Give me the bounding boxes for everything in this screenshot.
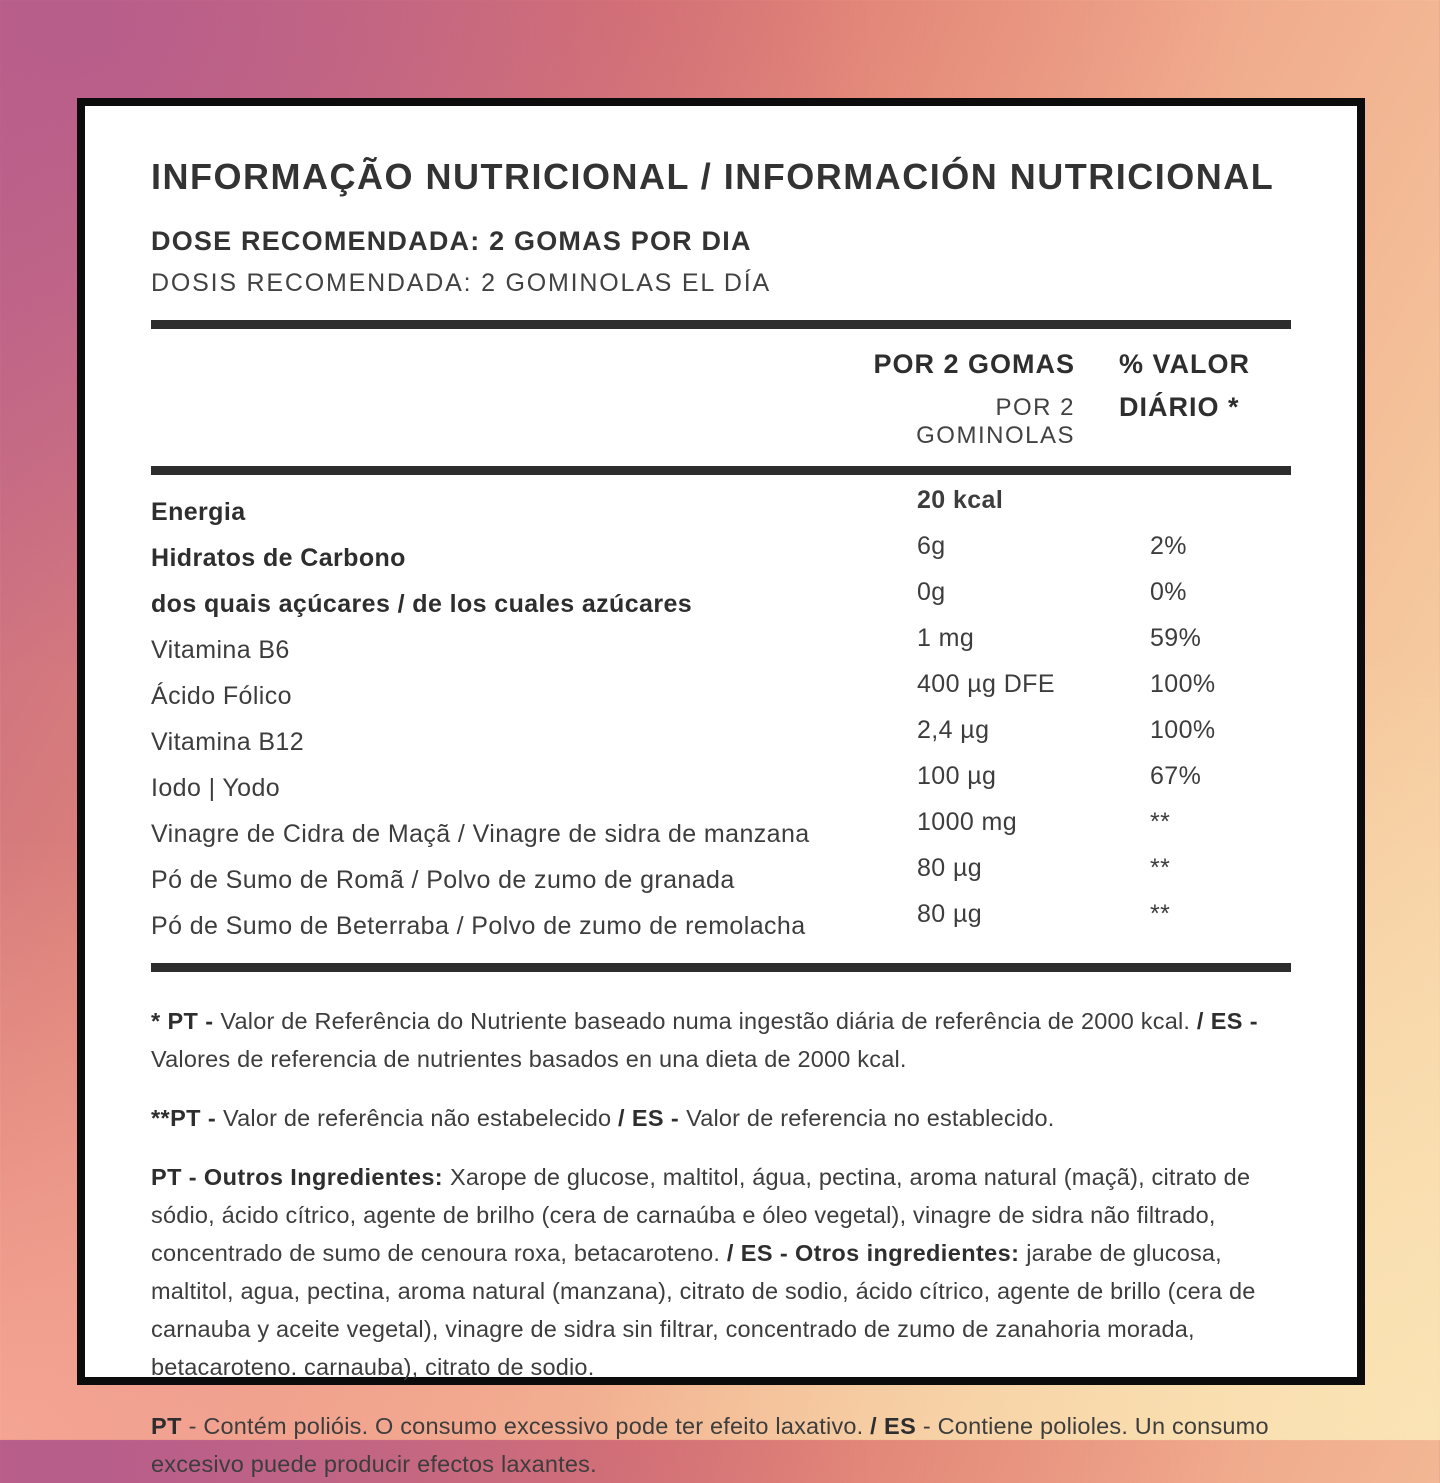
daily-value: ** [1150,807,1171,836]
daily-value: 0% [1150,577,1187,606]
note-bold-segment: / ES - [1196,1008,1259,1034]
nutrition-table [151,475,1291,949]
nutrient-label: dos quais açúcares / de los cuales azúcares [151,589,693,618]
table-header-row [151,329,1291,466]
amount-value: 100 µg [917,761,997,790]
note-bold-segment: / ES - [617,1105,687,1131]
divider-top [151,320,1291,329]
daily-value: 100% [1150,669,1216,698]
footnote-not-established [151,1099,1291,1137]
column-header-amount-main: POR 2 GOMAS [873,349,1075,379]
nutrient-label: Energia [151,497,246,526]
amount-value: 80 µg [917,899,983,928]
daily-value: ** [1150,899,1171,928]
table-row [151,577,1291,627]
footnote-other-ingredients [151,1158,1291,1386]
page-title: INFORMAÇÃO NUTRICIONAL / INFORMACIÓN NUTRICIONAL [151,156,1275,197]
note-bold-segment: / ES [870,1413,917,1439]
note-segment: Valores de referencia de nutrientes basados en una dieta de 2000 kcal. [151,1046,907,1072]
daily-value: 67% [1150,761,1202,790]
nutrient-label: Vitamina B12 [151,727,305,756]
daily-value: ** [1150,853,1171,882]
amount-value: 2,4 µg [917,715,990,744]
table-row [151,899,1291,949]
nutrient-label: Vinagre de Cidra de Maçã / Vinagre de sidra de manzana [151,819,810,848]
recommended-dose-pt: DOSE RECOMENDADA: 2 GOMAS POR DIA [151,226,752,256]
note-segment: - Contiene polioles. Un consumo excesivo puede producir efectos laxantes. [151,1413,1269,1477]
note-bold-segment: * PT - [151,1008,221,1034]
nutrient-label: Iodo | Yodo [151,773,281,802]
table-row [151,807,1291,857]
nutrient-label: Ácido Fólico [151,681,292,710]
nutrient-label: Pó de Sumo de Romã / Polvo de zumo de granada [151,865,735,894]
amount-value: 80 µg [917,853,983,882]
daily-value: 2% [1150,531,1187,560]
column-header-amount [851,349,1091,450]
column-header-amount-sub: POR 2 GOMINOLAS [916,394,1075,449]
column-header-dv-line2: DIÁRIO * [1119,392,1240,422]
note-segment: Xarope de glucose, maltitol, água, pectina, aroma natural (maçã), citrato de sódio, ácido cítrico, agente de brilho (cera de carnaúba e óleo vegetal), vinagre de sidra não filtrado, concentrado de sumo de cenoura roxa, betacaroteno. [151,1164,1251,1266]
note-bold-segment: PT - Outros Ingredientes: [151,1164,450,1190]
note-bold-segment: / ES - Otros ingredientes: [726,1240,1027,1266]
column-header-daily-value [1091,349,1291,450]
note-bold-segment: PT [151,1413,182,1439]
note-segment: - Contém polióis. O consumo excessivo pode ter efeito laxativo. [181,1413,871,1439]
footnote-polyols-warning [151,1407,1291,1483]
note-bold-segment: **PT - [151,1105,224,1131]
note-segment: jarabe de glucosa, maltitol, agua, pectina, aroma natural (manzana), citrato de sodio, ácido cítrico, agente de brillo (cera de carnauba y aceite vegetal), vinagre de sidra sin filtrar, concentrado de zumo de zanahoria morada, betacaroteno. carnauba), citrato de sodio. [151,1240,1256,1380]
footnote-daily-reference [151,1002,1291,1078]
amount-value: 6g [917,531,946,560]
daily-value: 100% [1150,715,1216,744]
note-segment: Valor de referência não estabelecido [223,1105,618,1131]
divider-header [151,466,1291,475]
nutrient-label: Pó de Sumo de Beterraba / Polvo de zumo de remolacha [151,911,806,940]
nutrition-label-card [77,98,1365,1477]
nutrient-label: Hidratos de Carbono [151,543,406,572]
note-segment: Valor de referencia no establecido. [686,1105,1055,1131]
table-row [151,715,1291,765]
amount-value: 1 mg [917,623,975,652]
divider-bottom [151,963,1291,972]
table-row [151,853,1291,903]
amount-value: 1000 mg [917,807,1018,836]
column-header-dv-line1: % VALOR [1119,349,1251,379]
table-row [151,623,1291,673]
recommended-dose-es: DOSIS RECOMENDADA: 2 GOMINOLAS EL DÍA [151,269,771,297]
footnotes-section [151,1002,1291,1483]
table-row [151,531,1291,581]
table-row [151,761,1291,811]
amount-value: 400 µg DFE [917,669,1055,698]
amount-value: 0g [917,577,946,606]
nutrient-label: Vitamina B6 [151,635,290,664]
amount-value: 20 kcal [917,485,1004,514]
note-segment: Valor de Referência do Nutriente baseado numa ingestão diária de referência de 2000 kcal. [220,1008,1197,1034]
table-row [151,669,1291,719]
daily-value: 59% [1150,623,1202,652]
table-row [151,485,1291,535]
